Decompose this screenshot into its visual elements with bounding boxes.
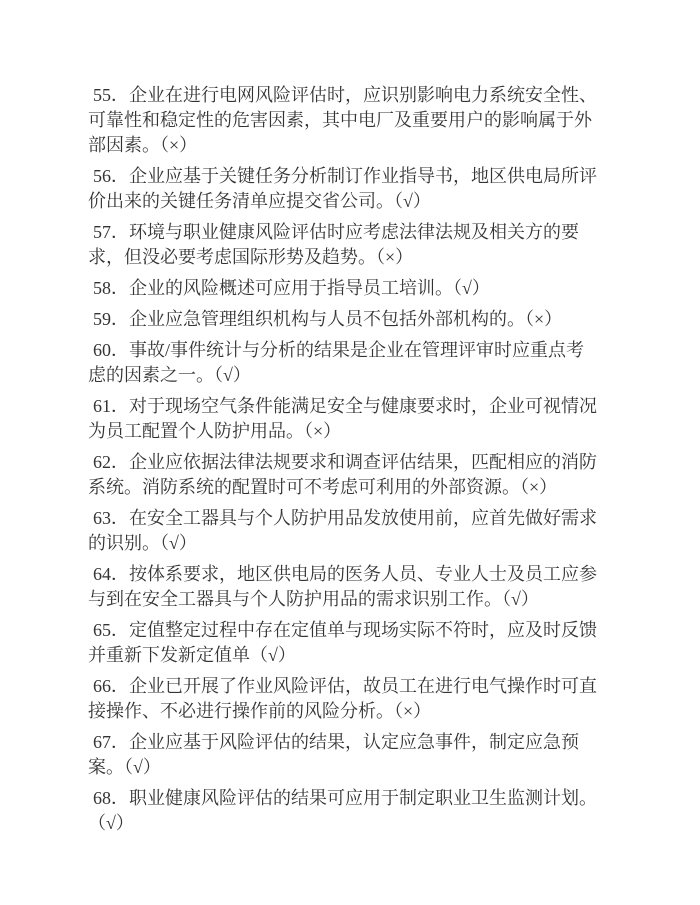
question-item: [88, 83, 600, 158]
question-text: 职业健康风险评估的结果可应用于制定职业卫生监测计划。: [129, 788, 597, 808]
question-item: [88, 220, 600, 270]
answer-mark: （√）: [160, 533, 197, 553]
question-text: 企业的风险概述可应用于指导员工培训。: [129, 278, 453, 298]
question-item: [88, 338, 600, 388]
answer-mark: （√）: [394, 191, 431, 211]
answer-mark: （√）: [124, 757, 161, 777]
answer-mark: （√）: [250, 645, 296, 665]
question-item: [88, 786, 600, 836]
question-number: 64．: [93, 564, 129, 584]
question-number: 68．: [93, 788, 129, 808]
question-text: 事故/事件统计与分析的结果是企业在管理评审时应重点考虑的因素之一。: [88, 340, 584, 385]
question-item: [88, 730, 600, 780]
question-item: [88, 307, 600, 332]
question-number: 67．: [93, 732, 129, 752]
question-text: 定值整定过程中存在定值单与现场实际不符时，应及时反馈并重新下发新定值单: [88, 620, 597, 665]
answer-mark: （√）: [214, 365, 251, 385]
answer-mark: （×）: [160, 135, 198, 155]
question-item: [88, 506, 600, 556]
question-number: 59．: [93, 309, 129, 329]
answer-mark: （√）: [502, 589, 539, 609]
question-text: 企业应基于关键任务分析制订作业指导书，地区供电局所评价出来的关键任务清单应提交省公司。: [88, 166, 597, 211]
question-item: [88, 450, 600, 500]
question-text: 按体系要求，地区供电局的医务人员、专业人士及员工应参与到在安全工器具与个人防护用品的需求识别工作。: [88, 564, 597, 609]
question-item: [88, 276, 600, 301]
question-number: 66．: [93, 676, 129, 696]
question-number: 60．: [93, 340, 129, 360]
question-item: [88, 618, 600, 668]
question-number: 55．: [93, 85, 129, 105]
question-item: [88, 562, 600, 612]
question-text: 环境与职业健康风险评估时应考虑法律法规及相关方的要求，但没必要考虑国际形势及趋势。: [88, 222, 579, 267]
answer-mark: （×）: [525, 309, 563, 329]
question-item: [88, 394, 600, 444]
question-text: 对于现场空气条件能满足安全与健康要求时，企业可视情况为员工配置个人防护用品。: [88, 396, 597, 441]
question-text: 在安全工器具与个人防护用品发放使用前，应首先做好需求的识别。: [88, 508, 597, 553]
answer-mark: （√）: [88, 813, 134, 833]
question-number: 58．: [93, 278, 129, 298]
questions-list: [88, 83, 600, 836]
question-text: 企业应基于风险评估的结果，认定应急事件，制定应急预案。: [88, 732, 579, 777]
question-text: 企业应依据法律法规要求和调查评估结果，匹配相应的消防系统。消防系统的配置时可不考虑可利用的外部资源。: [88, 452, 597, 497]
question-text: 企业已开展了作业风险评估，故员工在进行电气操作时可直接操作、不必进行操作前的风险分析。: [88, 676, 597, 721]
question-number: 56．: [93, 166, 129, 186]
question-number: 61．: [93, 396, 129, 416]
question-item: [88, 674, 600, 724]
question-item: [88, 164, 600, 214]
answer-mark: （√）: [453, 278, 490, 298]
answer-mark: （×）: [520, 477, 558, 497]
question-text: 企业在进行电网风险评估时，应识别影响电力系统安全性、可靠性和稳定性的危害因素，其中电厂及重要用户的影响属于外部因素。: [88, 85, 597, 155]
answer-mark: （×）: [304, 421, 342, 441]
question-text: 企业应急管理组织机构与人员不包括外部机构的。: [129, 309, 525, 329]
answer-mark: （×）: [394, 701, 432, 721]
question-number: 62．: [93, 452, 129, 472]
question-number: 63．: [93, 508, 129, 528]
question-number: 57．: [93, 222, 129, 242]
answer-mark: （×）: [376, 247, 414, 267]
question-number: 65．: [93, 620, 129, 640]
